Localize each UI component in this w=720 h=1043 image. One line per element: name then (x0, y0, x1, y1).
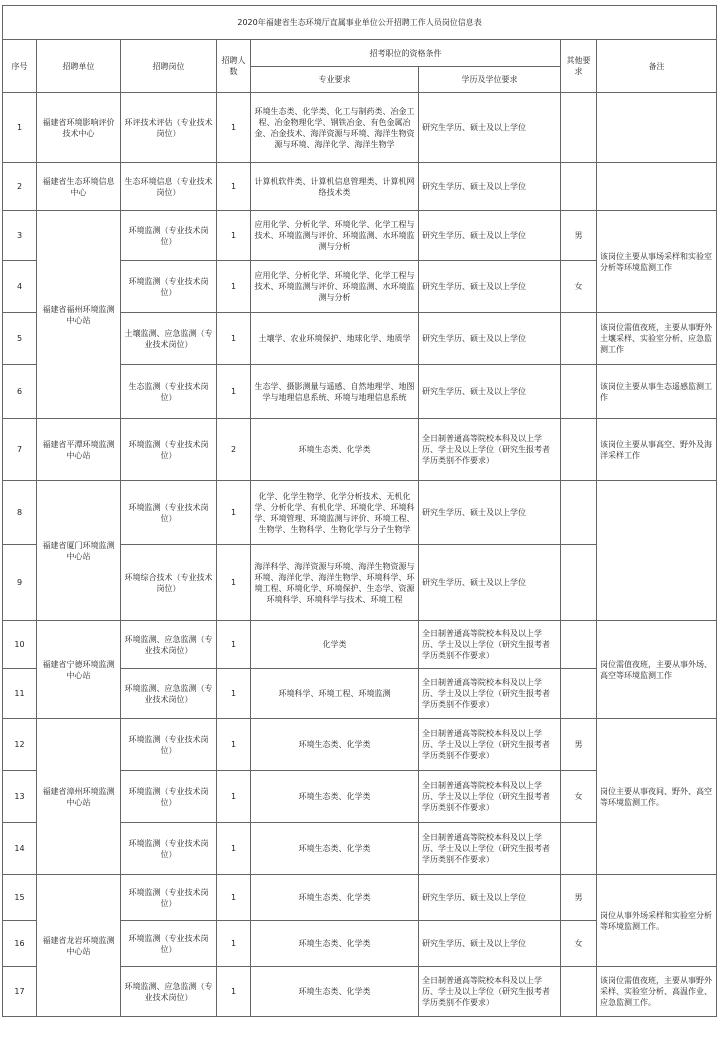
unit-cell: 福建省生态环境信息中心 (37, 163, 121, 211)
unit-cell: 福建省环境影响评价技术中心 (37, 93, 121, 163)
count-cell: 1 (217, 93, 251, 163)
post-cell: 环境监测（专业技术岗位） (121, 419, 217, 481)
major-cell: 化学类 (251, 621, 419, 669)
education-cell: 全日制普通高等院校本科及以上学历、学士及以上学位（研究生报考者学历类别不作要求） (419, 967, 561, 1017)
count-cell: 1 (217, 967, 251, 1017)
education-cell: 全日制普通高等院校本科及以上学历、学士及以上学位（研究生报考者学历类别不作要求） (419, 621, 561, 669)
post-cell: 环境监测、应急监测（专业技术岗位） (121, 967, 217, 1017)
note-cell (597, 163, 717, 211)
seq-cell: 10 (3, 621, 37, 669)
major-cell: 环境生态类、化学类 (251, 967, 419, 1017)
major-cell: 环境科学、环境工程、环境监测 (251, 669, 419, 719)
major-cell: 环境生态类、化学类 (251, 771, 419, 823)
seq-cell: 11 (3, 669, 37, 719)
note-cell: 该岗位需值夜班，主要从事野外采样、实验室分析、高温作业、应急监测工作。 (597, 967, 717, 1017)
other-cell (561, 481, 597, 545)
post-cell: 环境监测（专业技术岗位） (121, 211, 217, 261)
seq-cell: 13 (3, 771, 37, 823)
education-cell: 研究生学历、硕士及以上学位 (419, 93, 561, 163)
seq-cell: 2 (3, 163, 37, 211)
post-cell: 环境监测（专业技术岗位） (121, 719, 217, 771)
post-cell: 环境监测（专业技术岗位） (121, 261, 217, 313)
job-info-table (2, 5, 717, 1017)
seq-cell: 8 (3, 481, 37, 545)
major-cell: 环境生态类、化学类、化工与制药类、冶金工程、冶金物理化学、钢铁冶金、有色金属冶金、冶金技术、海洋资源与环境、海洋生物资源与环境、海洋化学、海洋生物学 (251, 93, 419, 163)
seq-cell: 12 (3, 719, 37, 771)
header-major: 专业要求 (251, 67, 419, 93)
major-cell: 环境生态类、化学类 (251, 823, 419, 875)
post-cell: 生态监测（专业技术岗位） (121, 365, 217, 419)
other-cell (561, 93, 597, 163)
major-cell: 海洋科学、海洋资源与环境、海洋生物资源与环境、海洋化学、海洋生物学、环境科学、环境工程、环境化学、环境保护、生态学、资源环境科学、环境科学与技术、环境工程 (251, 545, 419, 621)
note-cell: 该岗位主要从事高空、野外及海洋采样工作 (597, 419, 717, 481)
major-cell: 环境生态类、化学类 (251, 419, 419, 481)
seq-cell: 16 (3, 921, 37, 967)
note-cell: 该岗位需值夜班，主要从事野外土壤采样、实验室分析、应急监测工作 (597, 313, 717, 365)
other-cell (561, 313, 597, 365)
education-cell: 全日制普通高等院校本科及以上学历、学士及以上学位（研究生报考者学历类别不作要求） (419, 823, 561, 875)
table-row (3, 621, 717, 669)
post-cell: 生态环境信息（专业技术岗位） (121, 163, 217, 211)
count-cell: 1 (217, 875, 251, 921)
note-cell (597, 481, 717, 621)
count-cell: 1 (217, 545, 251, 621)
education-cell: 研究生学历、硕士及以上学位 (419, 481, 561, 545)
seq-cell: 15 (3, 875, 37, 921)
header-count: 招聘人数 (217, 40, 251, 93)
other-cell (561, 365, 597, 419)
unit-cell: 福建省龙岩环境监测中心站 (37, 875, 121, 1017)
other-cell (561, 419, 597, 481)
seq-cell: 14 (3, 823, 37, 875)
header-post: 招聘岗位 (121, 40, 217, 93)
table-row (3, 419, 717, 481)
count-cell: 1 (217, 771, 251, 823)
education-cell: 研究生学历、硕士及以上学位 (419, 211, 561, 261)
post-cell: 环境监测（专业技术岗位） (121, 481, 217, 545)
header-note: 备注 (597, 40, 717, 93)
table-row (3, 875, 717, 921)
other-cell: 男 (561, 719, 597, 771)
other-cell (561, 621, 597, 669)
seq-cell: 4 (3, 261, 37, 313)
post-cell: 环境监测、应急监测（专业技术岗位） (121, 621, 217, 669)
note-cell: 岗位需值夜班，主要从事外场、高空等环境监测工作 (597, 621, 717, 719)
note-cell: 岗位主要从事夜间、野外、高空等环境监测工作。 (597, 719, 717, 875)
page-title: 2020年福建省生态环境厅直属事业单位公开招聘工作人员岗位信息表 (3, 6, 717, 40)
education-cell: 全日制普通高等院校本科及以上学历、学士及以上学位（研究生报考者学历类别不作要求） (419, 669, 561, 719)
seq-cell: 6 (3, 365, 37, 419)
post-cell: 环境综合技术（专业技术岗位） (121, 545, 217, 621)
major-cell: 环境生态类、化学类 (251, 719, 419, 771)
seq-cell: 1 (3, 93, 37, 163)
unit-cell: 福建省福州环境监测中心站 (37, 211, 121, 419)
count-cell: 1 (217, 621, 251, 669)
post-cell: 环境监测（专业技术岗位） (121, 921, 217, 967)
header-education: 学历及学位要求 (419, 67, 561, 93)
post-cell: 环评技术评估（专业技术岗位） (121, 93, 217, 163)
education-cell: 研究生学历、硕士及以上学位 (419, 921, 561, 967)
seq-cell: 7 (3, 419, 37, 481)
header-unit: 招聘单位 (37, 40, 121, 93)
count-cell: 1 (217, 261, 251, 313)
count-cell: 1 (217, 163, 251, 211)
major-cell: 环境生态类、化学类 (251, 921, 419, 967)
post-cell: 环境监测（专业技术岗位） (121, 823, 217, 875)
education-cell: 研究生学历、硕士及以上学位 (419, 875, 561, 921)
major-cell: 环境生态类、化学类 (251, 875, 419, 921)
header-seq: 序号 (3, 40, 37, 93)
table-row (3, 163, 717, 211)
other-cell (561, 163, 597, 211)
seq-cell: 17 (3, 967, 37, 1017)
count-cell: 2 (217, 419, 251, 481)
count-cell: 1 (217, 481, 251, 545)
major-cell: 土壤学、农业环境保护、地球化学、地质学 (251, 313, 419, 365)
other-cell (561, 967, 597, 1017)
note-cell: 岗位从事外场采样和实验室分析等环境监测工作。 (597, 875, 717, 967)
table-row (3, 481, 717, 545)
education-cell: 研究生学历、硕士及以上学位 (419, 163, 561, 211)
education-cell: 全日制普通高等院校本科及以上学历、学士及以上学位（研究生报考者学历类别不作要求） (419, 719, 561, 771)
education-cell: 研究生学历、硕士及以上学位 (419, 313, 561, 365)
major-cell: 计算机软件类、计算机信息管理类、计算机网络技术类 (251, 163, 419, 211)
other-cell: 男 (561, 211, 597, 261)
post-cell: 环境监测（专业技术岗位） (121, 771, 217, 823)
post-cell: 环境监测（专业技术岗位） (121, 875, 217, 921)
table-row (3, 93, 717, 163)
education-cell: 全日制普通高等院校本科及以上学历、学士及以上学位（研究生报考者学历类别不作要求） (419, 771, 561, 823)
count-cell: 1 (217, 921, 251, 967)
other-cell: 女 (561, 771, 597, 823)
note-cell (597, 93, 717, 163)
unit-cell: 福建省宁德环境监测中心站 (37, 621, 121, 719)
major-cell: 生态学、摄影测量与遥感、自然地理学、地图学与地理信息系统、环境与地理信息系统 (251, 365, 419, 419)
post-cell: 环境监测、应急监测（专业技术岗位） (121, 669, 217, 719)
header-other: 其他要求 (561, 40, 597, 93)
count-cell: 1 (217, 719, 251, 771)
post-cell: 土壤监测、应急监测（专业技术岗位） (121, 313, 217, 365)
count-cell: 1 (217, 211, 251, 261)
other-cell: 男 (561, 875, 597, 921)
unit-cell: 福建省平潭环境监测中心站 (37, 419, 121, 481)
table-row (3, 211, 717, 261)
other-cell (561, 823, 597, 875)
other-cell: 女 (561, 261, 597, 313)
seq-cell: 5 (3, 313, 37, 365)
major-cell: 应用化学、分析化学、环境化学、化学工程与技术、环境监测与评价、环境监测、水环境监测与分析 (251, 211, 419, 261)
other-cell: 女 (561, 921, 597, 967)
unit-cell: 福建省漳州环境监测中心站 (37, 719, 121, 875)
unit-cell: 福建省厦门环境监测中心站 (37, 481, 121, 621)
table-row (3, 719, 717, 771)
header-qualification: 招考职位的资格条件 (251, 40, 561, 67)
count-cell: 1 (217, 313, 251, 365)
seq-cell: 3 (3, 211, 37, 261)
count-cell: 1 (217, 823, 251, 875)
other-cell (561, 669, 597, 719)
education-cell: 研究生学历、硕士及以上学位 (419, 365, 561, 419)
seq-cell: 9 (3, 545, 37, 621)
other-cell (561, 545, 597, 621)
count-cell: 1 (217, 365, 251, 419)
major-cell: 应用化学、分析化学、环境化学、化学工程与技术、环境监测与评价、环境监测、水环境监测与分析 (251, 261, 419, 313)
note-cell: 该岗位主要从事生态遥感监测工作 (597, 365, 717, 419)
note-cell: 该岗位主要从事场采样和实验室分析等环境监测工作 (597, 211, 717, 313)
education-cell: 研究生学历、硕士及以上学位 (419, 261, 561, 313)
education-cell: 研究生学历、硕士及以上学位 (419, 545, 561, 621)
education-cell: 全日制普通高等院校本科及以上学历、学士及以上学位（研究生报考者学历类别不作要求） (419, 419, 561, 481)
major-cell: 化学、化学生物学、化学分析技术、无机化学、分析化学、有机化学、环境化学、环境科学、环境管理、环境监测与评价、环境工程、生物学、生物科学、生物化学与分子生物学 (251, 481, 419, 545)
count-cell: 1 (217, 669, 251, 719)
